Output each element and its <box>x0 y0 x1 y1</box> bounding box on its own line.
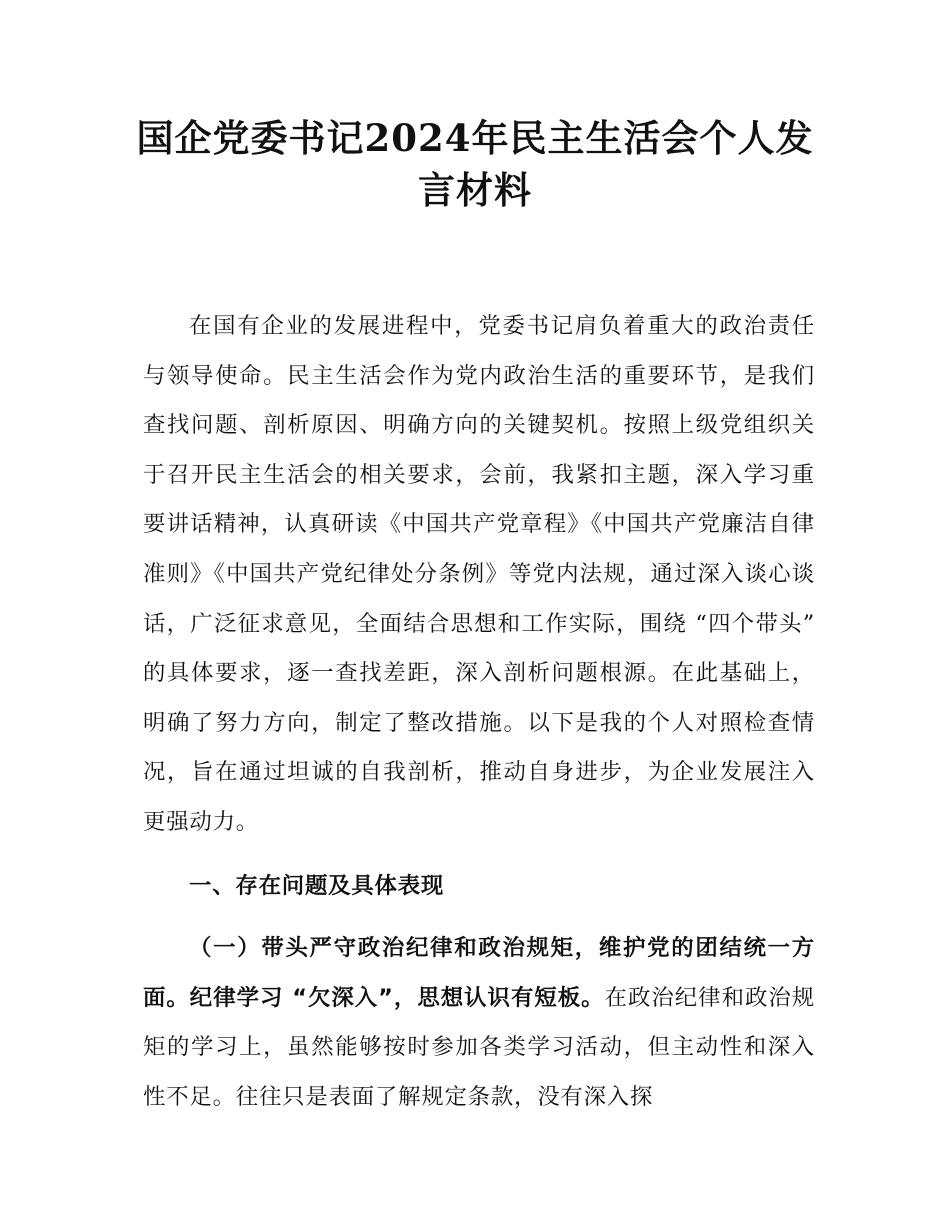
subsection-body: 在政治纪律和政治规矩的学习上，虽然能够按时参加各类学习活动，但主动性和深入性不足。往往只是表面了解规定条款，没有深入探 <box>143 984 815 1110</box>
document-title: 国企党委书记2024年民主生活会个人发言材料 <box>136 116 814 212</box>
intro-paragraph: 在国有企业的发展进程中，党委书记肩负着重大的政治责任与领导使命。民主生活会作为党内政治生活的重要环节，是我们查找问题、剖析原因、明确方向的关键契机。按照上级党组织关于召开民主生活会的相关要求，会前，我紧扣主题，深入学习重要讲话精神，认真研读《中国共产党章程》《中国共产党廉洁自律准则》《中国共产党纪律处分条例》等党内法规，通过深入谈心谈话，广泛征求意见，全面结合思想和工作实际，围绕 “四个带头” 的具体要求，逐一查找差距，深入剖析问题根源。在此基础上，明确了努力方向，制定了整改措施。以下是我的个人对照检查情况，旨在通过坦诚的自我剖析，推动自身进步，为企业发展注入更强动力。 <box>143 313 815 835</box>
subsection-heading: （一）带头严守政治纪律和政治规矩，维护党的团结统一方面。纪律学习 “欠深入”，思想认识有短板。 <box>143 935 815 1011</box>
subsection-paragraph <box>143 924 815 1122</box>
section-heading: 一、存在问题及具体表现 <box>189 873 445 899</box>
